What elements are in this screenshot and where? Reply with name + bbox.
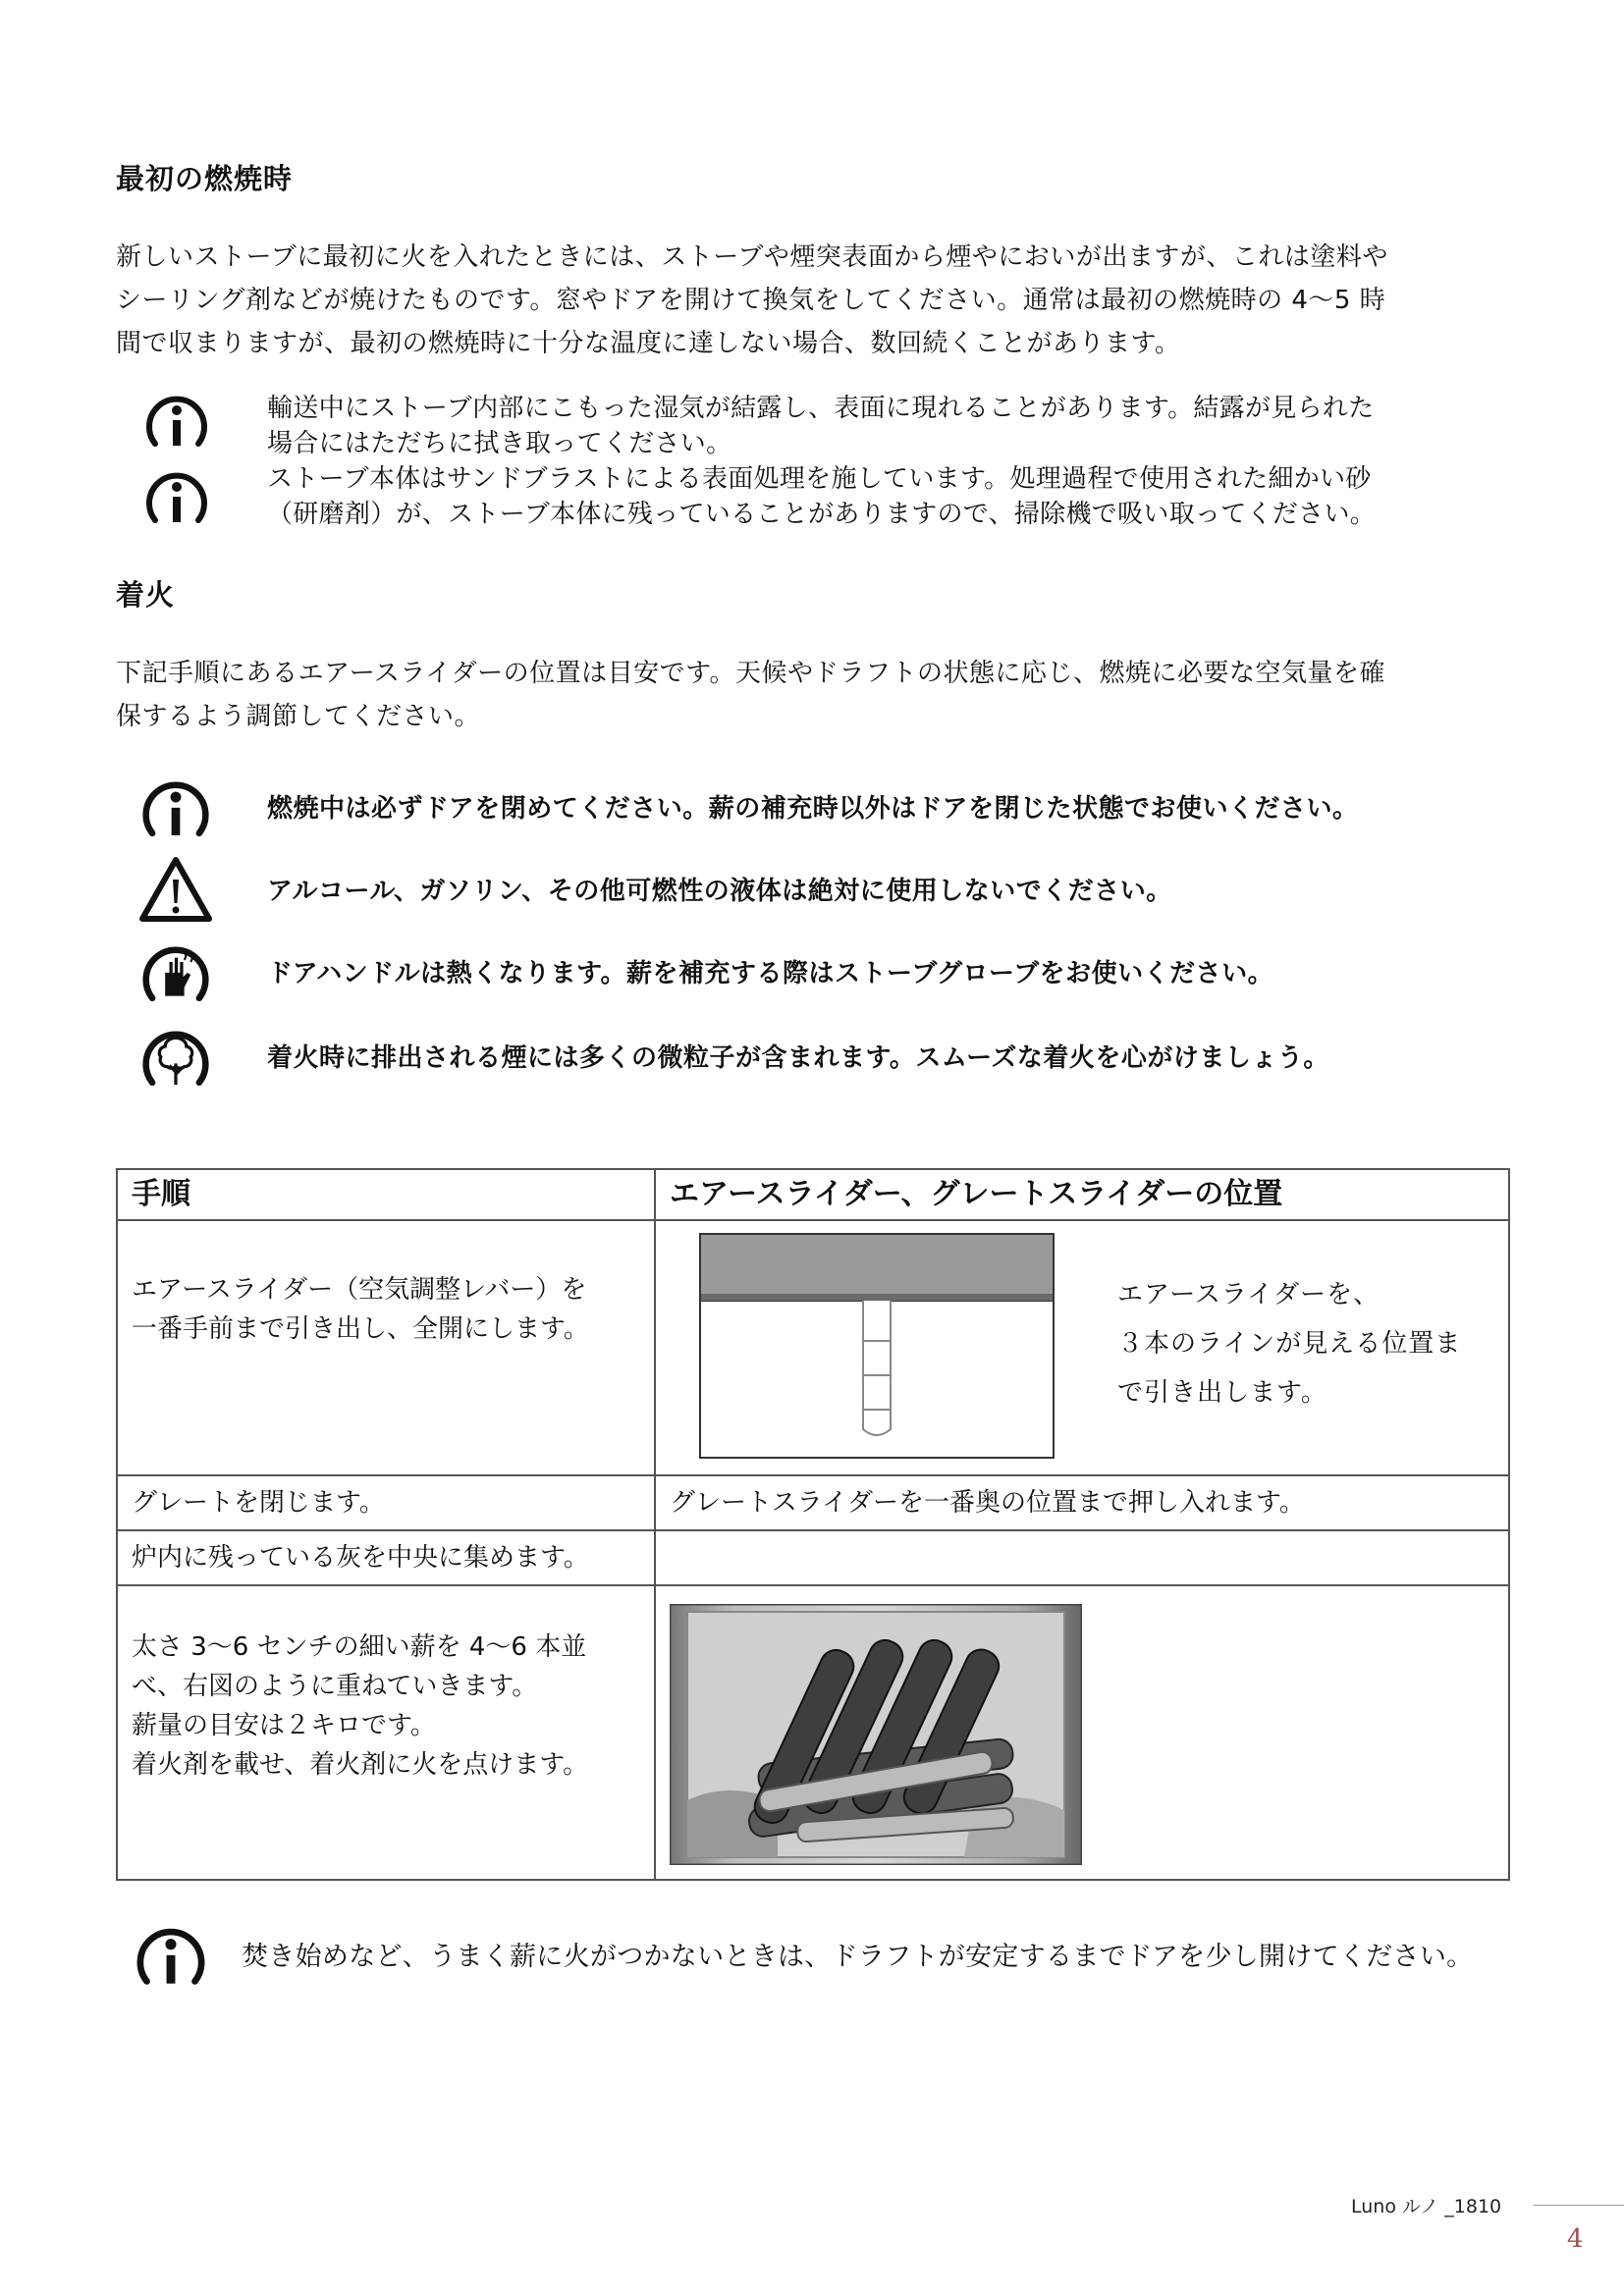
tree-environment-icon [137,1021,214,1097]
step-line: 太さ 3～6 センチの細い薪を 4～6 本並 [132,1632,587,1662]
position-cell [655,1475,1509,1530]
page-number: 4 [1567,2224,1584,2254]
table-header: 手順 [117,1169,655,1220]
paragraph-line: シーリング剤などが焼けたものです。窓やドアを開けて換気をしてください。通常は最初の燃焼時の 4～5 時 [116,286,1386,315]
note-line: 輸送中にストーブ内部にこもった湿気が結露し、表面に現れることがあります。結露が見られた [267,394,1375,423]
warning-hot-handle: ドアハンドルは熱くなります。薪を補充する際はストーブグローブをお使いください。 [267,959,1274,988]
table-header: エアースライダー、グレートスライダーの位置 [655,1169,1509,1220]
position-line: グレートスライダーを一番奥の位置まで押し入れます。 [670,1488,1305,1518]
ignition-steps-table [116,1168,1510,1881]
position-line: エアースライダーを、 [1117,1280,1380,1309]
step-cell [117,1475,655,1530]
step-line: 薪量の目安は２キロです。 [132,1711,436,1740]
info-icon [141,387,212,457]
hot-glove-icon [137,936,214,1013]
note-line: ストーブ本体はサンドブラストによる表面処理を施しています。処理過程で使用された細かい砂 [267,464,1372,494]
position-cell [655,1220,1509,1475]
paragraph-line: 保するよう調節してください。 [116,702,481,731]
paragraph-line: 間で収まりますが、最初の燃焼時に十分な温度に達しない場合、数回続くことがあります。 [116,329,1181,358]
table-header-row [117,1169,1509,1220]
step-line: グレートを閉じます。 [132,1488,385,1518]
position-cell [655,1530,1509,1585]
footer-product-name: Luno ルノ _1810 [1351,2196,1502,2217]
step-line: エアースライダー（空気調整レバー）を [132,1275,587,1305]
warning-triangle-icon [137,854,214,925]
footer-rule [1534,2205,1624,2206]
step-line: べ、右図のように重ねていきます。 [132,1672,538,1701]
heading-first-burn: 最初の燃焼時 [116,162,294,195]
info-icon [132,1918,210,1997]
step-cell [117,1530,655,1585]
position-line: で引き出します。 [1117,1378,1327,1408]
air-slider-instruction [1117,1270,1461,1417]
step-line: 着火剤を載せ、着火剤に火を点けます。 [132,1750,589,1780]
first-burn-paragraph [116,236,1388,365]
air-slider-diagram [699,1233,1055,1459]
table-row [117,1475,1509,1530]
warning-smoke-particles: 着火時に排出される煙には多くの微粒子が含まれます。スムーズな着火を心がけましょう。 [267,1043,1329,1073]
note-draft-door: 焚き始めなど、うまく薪に火がつかないときは、ドラフトが安定するまでドアを少し開けてください。 [242,1942,1474,1972]
position-cell [655,1585,1509,1880]
info-icon [137,772,214,848]
step-line: 一番手前まで引き出し、全開にします。 [132,1314,589,1344]
note-line: 場合にはただちに拭き取ってください。 [267,429,732,458]
ignition-paragraph [116,652,1385,738]
paragraph-line: 下記手順にあるエアースライダーの位置は目安です。天候やドラフトの状態に応じ、燃焼に必要な空気量を確 [116,659,1386,688]
position-line: ３本のラインが見える位置ま [1117,1329,1462,1359]
table-row [117,1585,1509,1880]
table-row [117,1530,1509,1585]
paragraph-line: 新しいストーブに最初に火を入れたときには、ストーブや煙突表面から煙やにおいが出ますが、これは塗料や [116,242,1388,272]
info-icon [141,463,212,534]
warning-door-closed: 燃焼中は必ずドアを閉めてください。薪の補充時以外はドアを閉じた状態でお使いください。 [267,794,1359,824]
step-cell [117,1220,655,1475]
step-line: 炉内に残っている灰を中央に集めます。 [132,1543,589,1573]
table-row [117,1220,1509,1475]
note-moisture [267,391,1375,461]
step-cell [117,1585,655,1880]
note-sandblast [267,461,1376,532]
heading-ignition: 着火 [116,578,176,612]
firewood-stack-photo [670,1604,1082,1865]
warning-flammable-liquids: アルコール、ガソリン、その他可燃性の液体は絶対に使用しないでください。 [267,877,1172,906]
note-line: （研磨剤）が、ストーブ本体に残っていることがありますので、掃除機で吸い取ってください。 [267,500,1377,529]
